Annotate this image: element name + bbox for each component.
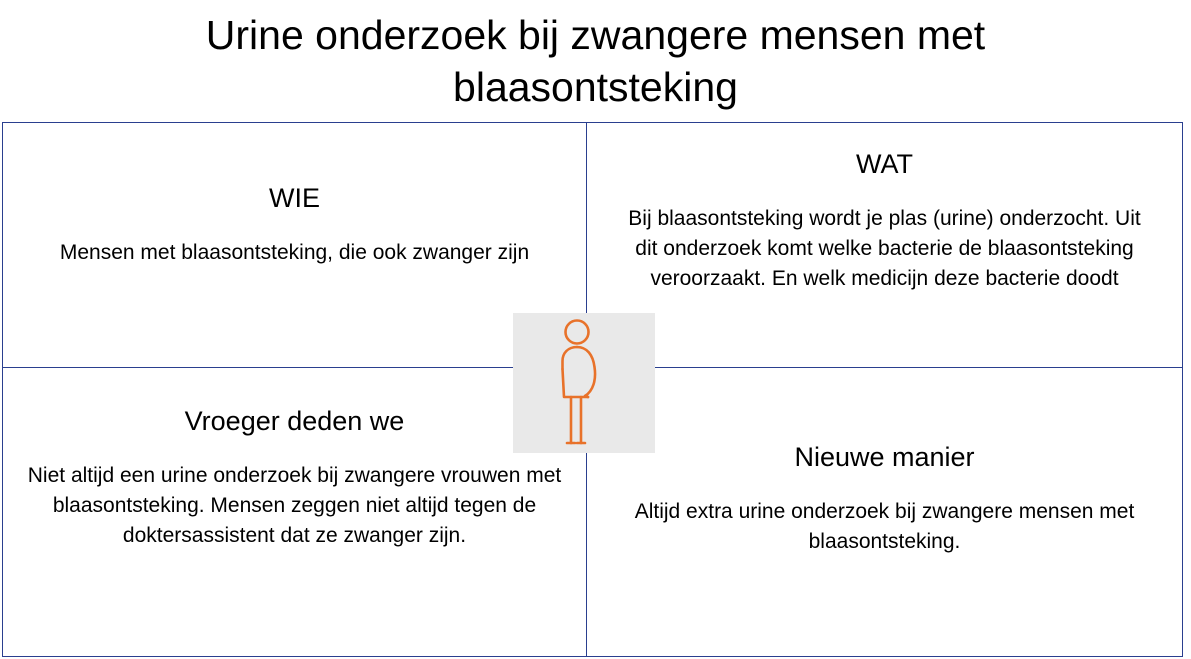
- quadrant-vroeger: [3, 368, 586, 656]
- quadrant-wie-heading: WIE: [269, 183, 320, 213]
- quadrant-wie-body: Mensen met blaasontsteking, die ook zwanger zijn: [59, 241, 530, 265]
- quadrant-wat-heading: WAT: [856, 149, 913, 179]
- quadrant-nieuwe-manier-heading: Nieuwe manier: [794, 442, 975, 472]
- quadrant-wie: [3, 123, 586, 367]
- page-title: Urine onderzoek bij zwangere mensen met blaasontsteking: [205, 11, 986, 110]
- quadrant-nieuwe-manier: [587, 368, 1182, 656]
- quadrant-nieuwe-manier-body: Altijd extra urine onderzoek bij zwangere mensen met blaasontsteking.: [634, 500, 1135, 553]
- quadrant-wat: [587, 123, 1182, 367]
- quadrant-wat-body: Bij blaasontsteking wordt je plas (urine) onderzocht. Uit dit onderzoek komt welke bacterie de blaasontsteking veroorzaakt. En welk medicijn deze bacterie doodt: [628, 207, 1141, 290]
- quadrant-vroeger-body: Niet altijd een urine onderzoek bij zwangere vrouwen met blaasontsteking. Mensen zeggen niet altijd tegen de doktersassistent dat ze zwanger zijn.: [27, 464, 562, 547]
- pregnant-person-icon: [513, 313, 655, 453]
- quadrant-vroeger-heading: Vroeger deden we: [184, 406, 405, 436]
